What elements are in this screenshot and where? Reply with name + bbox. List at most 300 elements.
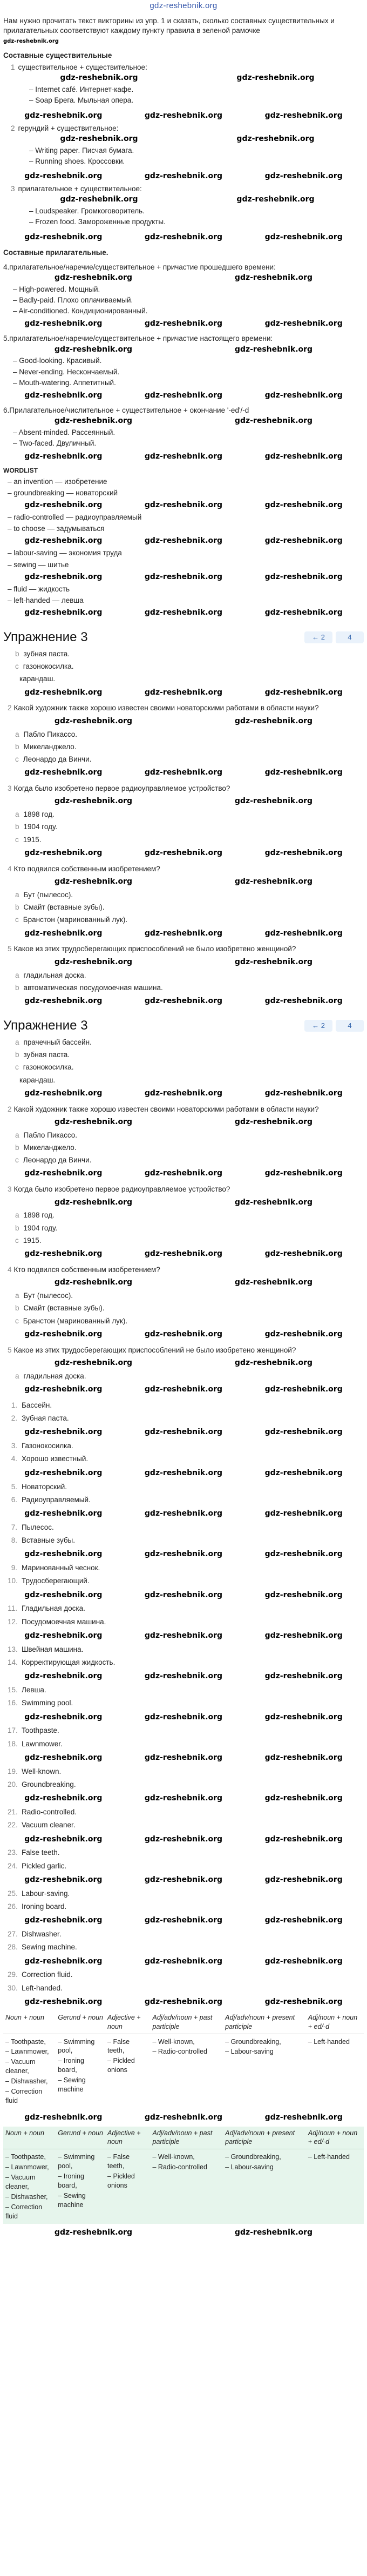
watermark: gdz-reshebnik.org [24, 452, 103, 461]
answer-option[interactable] [15, 983, 364, 993]
answer-item [8, 1889, 364, 1899]
group-number: 3 [11, 185, 15, 193]
watermark: gdz-reshebnik.org [236, 73, 315, 83]
answer-option[interactable] [15, 903, 364, 912]
adj-groups [3, 263, 364, 462]
watermark: gdz-reshebnik.org [144, 1631, 223, 1640]
answer-option[interactable] [15, 742, 364, 752]
column-header: Noun + noun [3, 2011, 56, 2034]
option-text: газонокосилка. [23, 1063, 74, 1072]
option-letter: a [15, 1211, 19, 1220]
option-text: Бранстон (маринованный лук). [23, 916, 128, 924]
watermark: gdz-reshebnik.org [264, 1712, 343, 1721]
option-letter: c [15, 1156, 19, 1165]
watermark: gdz-reshebnik.org [144, 1509, 223, 1518]
watermark: gdz-reshebnik.org [144, 1997, 223, 2006]
watermark: gdz-reshebnik.org [264, 536, 343, 546]
list-item: – Good-looking. Красивый. [13, 356, 364, 366]
cell-item: – Lawnmower, [5, 2047, 53, 2056]
watermark: gdz-reshebnik.org [144, 232, 223, 241]
wordlist-item: – an invention — изобретение [8, 477, 364, 487]
watermark: gdz-reshebnik.org [264, 929, 343, 938]
watermark-row [3, 1117, 364, 1128]
list-item: – Running shoes. Кроссовки. [29, 157, 364, 166]
watermark: gdz-reshebnik.org [24, 1249, 103, 1259]
watermark: gdz-reshebnik.org [24, 501, 103, 510]
wordlist-item: – to choose — задумываться [8, 524, 364, 534]
question-number: 3 [8, 1185, 12, 1194]
answer-option[interactable] [15, 1155, 364, 1165]
answer-text: Хорошо известный. [22, 1455, 89, 1463]
answer-text: Бассейн. [22, 1401, 52, 1409]
watermark: gdz-reshebnik.org [144, 1428, 223, 1437]
answer-text: Пылесос. [22, 1523, 54, 1531]
watermark: gdz-reshebnik.org [60, 73, 138, 83]
next-exercise-button[interactable]: 4 [336, 631, 364, 643]
answer-option[interactable] [15, 1371, 364, 1381]
cell-item: – False teeth, [107, 2153, 148, 2171]
watermark: gdz-reshebnik.org [24, 1169, 103, 1178]
watermark-row [3, 1248, 364, 1260]
option-text: гладильная доска. [23, 971, 86, 979]
answer-item [8, 1495, 364, 1505]
column-header: Adjective + noun [105, 2127, 150, 2149]
answer-option[interactable] [15, 822, 364, 832]
answer-text: Вставные зубы. [22, 1536, 76, 1545]
option-text: Смайт (вставные зубы). [23, 1304, 105, 1313]
adj-title: Составные прилагательные. [3, 248, 108, 257]
question-number: 4 [8, 864, 12, 873]
answer-item [8, 1482, 364, 1492]
cell-item: – Ironing board, [58, 2172, 103, 2190]
answer-text: Lawnmower. [22, 1739, 63, 1748]
cell-item: – Vacuum cleaner, [5, 2173, 53, 2191]
watermark: gdz-reshebnik.org [264, 1631, 343, 1640]
option-letter: a [15, 810, 19, 819]
watermark: gdz-reshebnik.org [264, 1509, 343, 1518]
question [8, 864, 364, 874]
answer-option[interactable] [15, 971, 364, 980]
answer-option[interactable] [15, 1143, 364, 1153]
answer-item [8, 1970, 364, 1980]
table-cell [56, 2034, 105, 2109]
list-item: – Loudspeaker. Громкоговоритель. [29, 206, 364, 216]
table-row [3, 2149, 364, 2224]
watermark: gdz-reshebnik.org [234, 716, 313, 725]
question-text: Какой художник также хорошо известен своими новаторскими работами в области науки? [13, 1105, 319, 1113]
noun-group [11, 124, 364, 167]
watermark-row [3, 1630, 364, 1642]
option-text: автоматическая посудомоечная машина. [23, 983, 163, 992]
cell-item: – Labour-saving [225, 2047, 304, 2056]
watermark: gdz-reshebnik.org [234, 1358, 313, 1367]
option-letter: a [15, 890, 19, 899]
wordlist-item: – labour-saving — экономия труда [8, 548, 364, 558]
answer-option[interactable] [15, 674, 364, 684]
option-text: прачечный бассейн. [23, 1038, 92, 1046]
watermark: gdz-reshebnik.org [144, 768, 223, 777]
cell-item: – Well-known, [152, 2037, 221, 2047]
answer-item [8, 1563, 364, 1573]
watermark: gdz-reshebnik.org [264, 1088, 343, 1098]
watermark: gdz-reshebnik.org [264, 768, 343, 777]
wordlist-item: – radio-controlled — радиоуправляемый [8, 513, 364, 522]
cell-item: – Lawnmower, [5, 2163, 53, 2172]
watermark-row [3, 415, 364, 427]
watermark: gdz-reshebnik.org [264, 1468, 343, 1477]
answer-number: 11. [8, 1604, 17, 1613]
watermark: gdz-reshebnik.org [144, 536, 223, 546]
watermark-row [11, 133, 364, 145]
answer-number: 17. [8, 1726, 18, 1735]
option-letter: b [15, 1143, 19, 1152]
watermark: gdz-reshebnik.org [234, 957, 313, 966]
watermark: gdz-reshebnik.org [234, 1117, 313, 1126]
watermark: gdz-reshebnik.org [24, 536, 103, 546]
exercise-title: Упражнение 3 [3, 1018, 88, 1033]
answer-item [8, 1576, 364, 1586]
watermark: gdz-reshebnik.org [24, 848, 103, 857]
watermark-row [3, 1834, 364, 1845]
watermark-row [3, 2112, 364, 2123]
watermark: gdz-reshebnik.org [264, 688, 343, 697]
answer-option[interactable] [15, 1210, 364, 1220]
answer-option[interactable] [15, 890, 364, 900]
table-wrap-1 [3, 2011, 364, 2109]
column-header: Gerund + noun [56, 2127, 105, 2149]
option-letter: c [15, 755, 19, 764]
option-text: Микеланджело. [23, 742, 77, 751]
answer-item [8, 1401, 364, 1410]
answer-option[interactable] [15, 810, 364, 819]
group-title: прилагательное + существительное: [18, 185, 142, 193]
table-wrap-2 [3, 2127, 364, 2224]
question-number: 4 [8, 1265, 12, 1274]
answer-number: 4. [11, 1455, 17, 1463]
watermark: gdz-reshebnik.org [264, 232, 343, 241]
answer-item [8, 1902, 364, 1912]
watermark: gdz-reshebnik.org [24, 929, 103, 938]
answer-text: False teeth. [22, 1848, 60, 1857]
watermark-row [3, 1549, 364, 1560]
watermark-row [3, 500, 364, 511]
watermark-row [3, 1277, 364, 1288]
watermark-row [3, 1508, 364, 1519]
answer-text: Well-known. [22, 1767, 62, 1775]
prev-exercise-button[interactable]: ← 2 [304, 631, 332, 643]
answer-item [8, 1942, 364, 1952]
watermark-row [3, 1468, 364, 1479]
watermark: gdz-reshebnik.org [54, 877, 133, 886]
table-cell [223, 2149, 306, 2224]
table-cell [105, 2034, 150, 2109]
answer-number: 27. [8, 1930, 18, 1939]
watermark: gdz-reshebnik.org [264, 1916, 343, 1925]
watermark-row [3, 996, 364, 1007]
watermark: gdz-reshebnik.org [24, 1834, 103, 1844]
column-header: Adj/noun + noun + ed/-d [306, 2127, 364, 2149]
answer-number: 9. [11, 1564, 17, 1572]
watermark-row [3, 1088, 364, 1099]
table-cell [105, 2149, 150, 2224]
answer-option[interactable] [15, 1223, 364, 1233]
watermark: gdz-reshebnik.org [24, 1875, 103, 1884]
watermark: gdz-reshebnik.org [54, 957, 133, 966]
watermark: gdz-reshebnik.org [144, 172, 223, 181]
watermark: gdz-reshebnik.org [24, 2113, 103, 2122]
table-cell [223, 2034, 306, 2109]
answer-option[interactable] [15, 1303, 364, 1313]
answer-number: 23. [8, 1848, 18, 1857]
next-exercise-button[interactable]: 4 [336, 1020, 364, 1032]
answer-option[interactable] [15, 1050, 364, 1060]
answer-number: 8. [11, 1536, 17, 1545]
watermark: gdz-reshebnik.org [144, 1384, 223, 1394]
watermark-row [3, 1427, 364, 1438]
answer-option[interactable] [15, 915, 364, 925]
answer-text: Швейная машина. [22, 1645, 84, 1653]
cell-item: – Groundbreaking, [225, 2037, 304, 2047]
question [8, 1105, 364, 1114]
watermark: gdz-reshebnik.org [54, 273, 133, 282]
watermark: gdz-reshebnik.org [234, 1198, 313, 1207]
answer-text: Radio-controlled. [22, 1808, 77, 1817]
answer-option[interactable] [15, 649, 364, 659]
watermark-row [3, 535, 364, 547]
answer-number: 13. [8, 1645, 18, 1653]
watermark: gdz-reshebnik.org [24, 111, 103, 120]
option-letter: b [15, 1051, 19, 1059]
watermark: gdz-reshebnik.org [24, 1794, 103, 1803]
watermark: gdz-reshebnik.org [264, 997, 343, 1005]
watermark: gdz-reshebnik.org [24, 172, 103, 181]
cell-item: – Pickled onions [107, 2056, 148, 2075]
watermark: gdz-reshebnik.org [144, 1672, 223, 1681]
cell-item: – Swimming pool, [58, 2153, 103, 2171]
answer-item [8, 1807, 364, 1817]
answer-option[interactable] [15, 1075, 364, 1085]
table-cell [3, 2034, 56, 2109]
answer-text: Радиоуправляемый. [22, 1495, 91, 1504]
option-text: Бут (пылесос). [23, 890, 73, 899]
question [8, 703, 364, 713]
watermark-row [3, 957, 364, 968]
answer-option[interactable] [15, 1291, 364, 1301]
list-item: – Air-conditioned. Кондиционированный. [13, 306, 364, 316]
watermark-row [3, 110, 364, 122]
answer-item [8, 1698, 364, 1708]
wordlist-item: – fluid — жидкость [8, 584, 364, 594]
answer-number: 1. [11, 1401, 17, 1409]
watermark: gdz-reshebnik.org [54, 416, 133, 426]
watermark: gdz-reshebnik.org [264, 1169, 343, 1178]
watermark: gdz-reshebnik.org [144, 997, 223, 1005]
watermark-row [3, 318, 364, 329]
watermark: gdz-reshebnik.org [264, 1672, 343, 1681]
watermark: gdz-reshebnik.org [54, 1117, 133, 1126]
watermark-row [3, 1712, 364, 1723]
column-header: Noun + noun [3, 2127, 56, 2149]
watermark-row [3, 687, 364, 698]
cell-item: – Sewing machine [58, 2191, 103, 2210]
cell-item: – Toothpaste, [5, 2037, 53, 2047]
answer-number: 29. [8, 1970, 18, 1979]
cell-item: – Toothpaste, [5, 2153, 53, 2162]
answer-text: Groundbreaking. [22, 1780, 76, 1789]
option-letter: a [15, 971, 19, 979]
adj-group-title [3, 334, 364, 344]
column-header: Adjective + noun [105, 2011, 150, 2034]
option-letter: b [15, 1304, 19, 1313]
option-text: Леонардо да Винчи. [23, 755, 92, 764]
answer-number: 5. [11, 1482, 17, 1491]
wordlist-item: – sewing — шитье [8, 560, 364, 570]
answer-number: 3. [11, 1442, 17, 1450]
option-text: гладильная доска. [23, 1371, 86, 1380]
watermark: gdz-reshebnik.org [144, 1550, 223, 1559]
pager [304, 1020, 364, 1032]
option-text: 1904 году. [23, 1223, 58, 1232]
answer-option[interactable] [15, 1236, 364, 1246]
list-item: – Frozen food. Замороженные продукты. [29, 217, 364, 227]
column-header: Adj/adv/noun + past participle [150, 2011, 223, 2034]
watermark-row [3, 390, 364, 401]
question-text: Какое из этих трудосберегающих приспособлений не было изобретено женщиной? [13, 1346, 296, 1354]
watermark-row [3, 1671, 364, 1682]
watermark-row [3, 1329, 364, 1340]
answer-number: 30. [8, 1983, 18, 1992]
option-letter: a [15, 1131, 19, 1139]
watermark: gdz-reshebnik.org [24, 1956, 103, 1966]
list-item: – Writing paper. Писчая бумага. [29, 146, 364, 156]
answer-text: Газонокосилка. [22, 1442, 73, 1450]
cell-item: – Ironing board, [58, 2056, 103, 2075]
answer-option[interactable] [15, 1062, 364, 1072]
watermark: gdz-reshebnik.org [234, 1278, 313, 1287]
answer-text: Посудомоечная машина. [22, 1617, 106, 1626]
answer-item [8, 1454, 364, 1464]
cell-item: – Labour-saving [225, 2163, 304, 2172]
option-letter: c [15, 835, 19, 844]
answer-item [8, 1820, 364, 1830]
table-cell [150, 2149, 223, 2224]
answer-text: Left-handed. [22, 1983, 63, 1992]
answer-option[interactable] [15, 835, 364, 845]
watermark: gdz-reshebnik.org [264, 1590, 343, 1599]
watermark: gdz-reshebnik.org [144, 1590, 223, 1599]
answer-text: Трудосберегающий. [22, 1577, 90, 1585]
cell-item: – Radio-controlled [152, 2047, 221, 2056]
watermark: gdz-reshebnik.org [264, 319, 343, 328]
noun-group-title [11, 63, 364, 72]
list-item: – High-powered. Мощный. [13, 285, 364, 294]
watermark: gdz-reshebnik.org [24, 1428, 103, 1437]
answer-item [8, 1645, 364, 1654]
question [8, 944, 364, 954]
group-number: 5. [3, 334, 10, 343]
cell-item: – Left-handed [308, 2153, 362, 2162]
watermark: gdz-reshebnik.org [60, 134, 138, 143]
watermark: gdz-reshebnik.org [24, 1088, 103, 1098]
group-number: 1 [11, 63, 15, 72]
column-header: Adj/adv/noun + past participle [150, 2127, 223, 2149]
cell-item: – Correction fluid [5, 2203, 53, 2221]
watermark: gdz-reshebnik.org [144, 1916, 223, 1925]
question [8, 1265, 364, 1275]
watermark: gdz-reshebnik.org [144, 929, 223, 938]
answer-option[interactable] [15, 1316, 364, 1326]
watermark: gdz-reshebnik.org [144, 1468, 223, 1477]
watermark: gdz-reshebnik.org [24, 1631, 103, 1640]
cell-item: – Sewing machine [58, 2076, 103, 2094]
adj-group-title [3, 263, 364, 272]
cell-item: – Correction fluid [5, 2087, 53, 2106]
watermark: gdz-reshebnik.org [24, 319, 103, 328]
watermark: gdz-reshebnik.org [144, 572, 223, 581]
watermark: gdz-reshebnik.org [144, 688, 223, 697]
watermark: gdz-reshebnik.org [144, 1875, 223, 1884]
answer-option[interactable] [15, 1038, 364, 1047]
watermark: gdz-reshebnik.org [236, 195, 315, 204]
watermark: gdz-reshebnik.org [24, 1509, 103, 1518]
answer-text: Swimming pool. [22, 1699, 73, 1707]
watermark: gdz-reshebnik.org [234, 797, 313, 806]
watermark-row [3, 1357, 364, 1369]
cell-item: – Vacuum cleaner, [5, 2057, 53, 2076]
watermark-row [3, 571, 364, 583]
question-text: Кто подвился собственным изобретением? [13, 1265, 160, 1274]
watermark: gdz-reshebnik.org [264, 1956, 343, 1966]
answer-text: Pickled garlic. [22, 1861, 67, 1870]
answer-option[interactable] [15, 662, 364, 671]
watermark-row [3, 1168, 364, 1179]
answer-text: Левша. [22, 1686, 46, 1694]
list-item: – Two-faced. Двуличный. [13, 439, 364, 448]
watermark-row [3, 1956, 364, 1967]
answer-text: Toothpaste. [22, 1726, 59, 1735]
watermark: gdz-reshebnik.org [24, 1468, 103, 1477]
watermark: gdz-reshebnik.org [24, 1384, 103, 1394]
column-header: Gerund + noun [56, 2011, 105, 2034]
watermark: gdz-reshebnik.org [54, 345, 133, 354]
answer-text: Sewing machine. [22, 1943, 77, 1952]
answer-item [8, 1861, 364, 1871]
group-number: 2 [11, 124, 15, 132]
site-header[interactable]: gdz-reshebnik.org [149, 1, 218, 10]
adj-group-title [3, 406, 364, 415]
option-letter: c [15, 1063, 19, 1072]
answer-item [8, 1414, 364, 1423]
answer-item [8, 1658, 364, 1667]
list-item: – Never-ending. Нескончаемый. [13, 367, 364, 377]
answer-item [8, 1536, 364, 1545]
watermark: gdz-reshebnik.org [264, 1834, 343, 1844]
watermark: gdz-reshebnik.org [264, 452, 343, 461]
watermark: gdz-reshebnik.org [24, 1590, 103, 1599]
watermark-row [3, 796, 364, 807]
answer-option[interactable] [15, 730, 364, 739]
answer-option[interactable] [15, 755, 364, 764]
answer-option[interactable] [15, 1131, 364, 1140]
answer-text: Зубная паста. [22, 1414, 69, 1423]
watermark: gdz-reshebnik.org [144, 2113, 223, 2122]
option-text: газонокосилка. [23, 662, 74, 671]
question [8, 1346, 364, 1355]
prev-exercise-button[interactable]: ← 2 [304, 1020, 332, 1032]
adj-group [3, 406, 364, 449]
answer-number: 24. [8, 1861, 18, 1870]
option-text: 1898 год. [23, 1211, 55, 1220]
